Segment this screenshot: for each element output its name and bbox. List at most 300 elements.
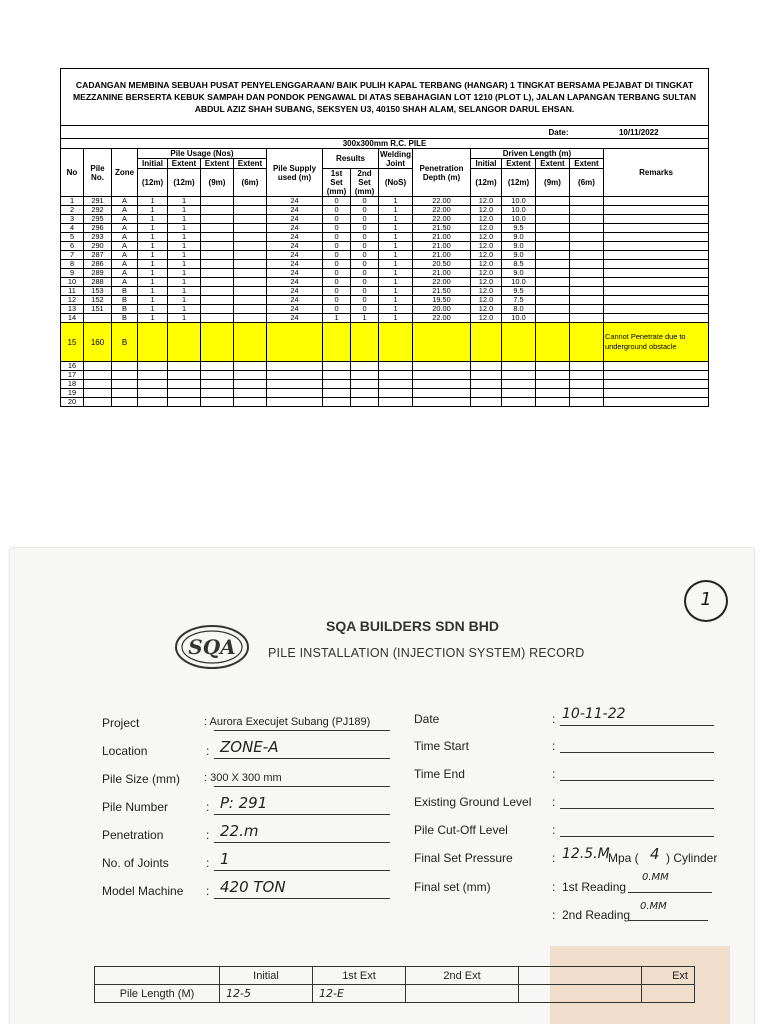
cell-zone	[112, 380, 138, 389]
cell-s1: 0	[323, 233, 351, 242]
cell-d-e6	[570, 296, 604, 305]
cell-s1	[323, 398, 351, 407]
cell-d-e9	[536, 251, 570, 260]
sqa-logo-icon	[174, 624, 250, 670]
table-row	[61, 389, 709, 398]
table-row	[61, 260, 709, 269]
length-header-ext: Ext	[642, 967, 695, 985]
cell-weld: 1	[379, 260, 413, 269]
cell-pen: 21.00	[413, 251, 471, 260]
cell-e9	[201, 287, 234, 296]
cell-s1: 0	[323, 296, 351, 305]
header-pile-usage: Pile Usage (Nos)	[138, 149, 267, 159]
cell-d-e9	[536, 362, 570, 371]
field-value[interactable]: ZONE-A	[220, 738, 279, 756]
cell-s2: 0	[351, 206, 379, 215]
final-set-pressure-value[interactable]: 12.5.M	[562, 846, 610, 862]
cell-e12	[168, 380, 201, 389]
cell-no: 12	[61, 296, 84, 305]
cell-zone: A	[112, 242, 138, 251]
field-value[interactable]: P: 291	[220, 794, 268, 812]
cell-remarks	[604, 389, 709, 398]
cell-e6	[234, 323, 267, 362]
cell-no: 18	[61, 380, 84, 389]
cell-pile: 151	[84, 305, 112, 314]
cell-i12: 1	[138, 251, 168, 260]
cell-e12: 1	[168, 305, 201, 314]
cell-d-e9	[536, 242, 570, 251]
cell-e12: 1	[168, 287, 201, 296]
cell-no: 15	[61, 323, 84, 362]
header-pile-no: Pile No.	[84, 149, 112, 197]
cell-d-i12: 12.0	[471, 269, 502, 278]
cell-weld: 1	[379, 314, 413, 323]
cell-i12: 1	[138, 215, 168, 224]
cell-no: 8	[61, 260, 84, 269]
cell-remarks	[604, 380, 709, 389]
company-name: SQA BUILDERS SDN BHD	[326, 618, 499, 634]
cell-supply: 24	[267, 215, 323, 224]
cell-s1	[323, 380, 351, 389]
cell-e6	[234, 233, 267, 242]
cell-d-e6	[570, 233, 604, 242]
cell-d-i12: 12.0	[471, 233, 502, 242]
cell-d-i12: 12.0	[471, 314, 502, 323]
cell-e6	[234, 389, 267, 398]
cell-s2: 0	[351, 233, 379, 242]
table-row	[61, 233, 709, 242]
cell-d-i12: 12.0	[471, 305, 502, 314]
table-row	[61, 242, 709, 251]
cell-d-e12	[502, 380, 536, 389]
cell-e12: 1	[168, 242, 201, 251]
cell-remarks	[604, 269, 709, 278]
cell-s2: 0	[351, 269, 379, 278]
cell-remarks	[604, 224, 709, 233]
cell-e9	[201, 215, 234, 224]
cell-d-e12: 9.0	[502, 269, 536, 278]
header-usage-extent-3: Extent	[234, 159, 267, 169]
field-label: Pile Cut-Off Level	[414, 823, 508, 837]
header-no: No	[61, 149, 84, 197]
cell-e9	[201, 314, 234, 323]
cell-e6	[234, 260, 267, 269]
cell-d-e6	[570, 362, 604, 371]
unit-welding-nos: (NoS)	[379, 169, 413, 197]
unit-driven-extent-12: (12m)	[502, 169, 536, 197]
cell-d-e9	[536, 380, 570, 389]
length-initial-value[interactable]: 12-5	[220, 985, 313, 1003]
cell-supply: 24	[267, 287, 323, 296]
cell-e6	[234, 314, 267, 323]
pile-installation-record-form: 1 SQA SQA BUILDERS SDN BHD PILE INSTALLATION (INJECTION SYSTEM) RECORD Project : Aurora Execujet Subang (PJ189) Location : ZONE-A Pile Size (mm) : 300 X 300 mm Pile Number : P: 291 Penetration : 22.m No. of Joints : 1 Model Machine : 420 TON Date : 10-11-22 Time Start : Time End : Existing Ground Level : Pile Cut-Off Level : Final Set Pressure : 12.5.M Mpa ( 4 ) Cylinder Final set (mm) : 1st Reading 0.MM : 2nd Reading 0.MM Initial 1st Ext 2nd Ext Ext Pile Length (M) 12-5 12-E	[10, 548, 754, 1024]
cell-d-e6	[570, 251, 604, 260]
cell-s1	[323, 323, 351, 362]
length-2nd-ext-value[interactable]	[406, 985, 519, 1003]
cell-d-e9	[536, 269, 570, 278]
cell-no: 1	[61, 197, 84, 206]
cell-pen	[413, 380, 471, 389]
cell-d-i12	[471, 389, 502, 398]
cell-d-e6	[570, 323, 604, 362]
field-value[interactable]: : 300 X 300 mm	[204, 772, 282, 784]
table-row	[61, 269, 709, 278]
cell-zone	[112, 362, 138, 371]
cell-weld	[379, 362, 413, 371]
cell-pile	[84, 362, 112, 371]
cell-d-e12: 9.5	[502, 224, 536, 233]
cell-pile: 287	[84, 251, 112, 260]
cell-i12: 1	[138, 296, 168, 305]
cell-s2: 0	[351, 260, 379, 269]
cell-e9	[201, 251, 234, 260]
header-welding: Welding Joint	[380, 149, 411, 168]
cell-s1: 0	[323, 278, 351, 287]
cell-d-i12: 12.0	[471, 197, 502, 206]
field-label: Location	[102, 744, 148, 758]
cell-d-e6	[570, 371, 604, 380]
cell-zone: B	[112, 287, 138, 296]
cell-pile: 292	[84, 206, 112, 215]
cell-i12: 1	[138, 278, 168, 287]
cell-pile: 289	[84, 269, 112, 278]
reading-2-value[interactable]: 0.MM	[640, 901, 667, 912]
cell-i12: 1	[138, 269, 168, 278]
cell-zone: A	[112, 215, 138, 224]
cell-s2	[351, 371, 379, 380]
cell-d-e9	[536, 233, 570, 242]
cell-i12: 1	[138, 314, 168, 323]
cell-pen	[413, 371, 471, 380]
length-header-2nd-ext: 2nd Ext	[406, 967, 519, 985]
cell-zone: A	[112, 251, 138, 260]
cell-d-e6	[570, 197, 604, 206]
table-row	[61, 251, 709, 260]
cell-supply: 24	[267, 296, 323, 305]
header-zone: Zone	[112, 149, 138, 197]
field-label: Penetration	[102, 828, 164, 842]
cell-e12: 1	[168, 278, 201, 287]
cell-pile: 296	[84, 224, 112, 233]
cell-e9	[201, 362, 234, 371]
cell-supply: 24	[267, 305, 323, 314]
cell-d-e9	[536, 314, 570, 323]
cell-no: 14	[61, 314, 84, 323]
cell-zone: A	[112, 260, 138, 269]
cell-d-e9	[536, 278, 570, 287]
final-set-label: Final set (mm)	[414, 880, 491, 894]
cell-d-e12: 8.5	[502, 260, 536, 269]
length-1st-ext-value[interactable]: 12-E	[313, 985, 406, 1003]
cell-remarks	[604, 314, 709, 323]
table-row	[61, 278, 709, 287]
cell-s2: 0	[351, 305, 379, 314]
cell-pile: 290	[84, 242, 112, 251]
cell-s2	[351, 398, 379, 407]
field-label: Time Start	[414, 739, 469, 753]
length-4th-ext-value[interactable]	[642, 985, 695, 1003]
cell-zone: A	[112, 224, 138, 233]
cell-no: 7	[61, 251, 84, 260]
cell-d-e6	[570, 242, 604, 251]
header-usage-initial: Initial	[138, 159, 168, 169]
cell-d-e6	[570, 224, 604, 233]
cell-e6	[234, 296, 267, 305]
cell-e12: 1	[168, 233, 201, 242]
cell-no: 5	[61, 233, 84, 242]
field-label: Date	[414, 712, 440, 726]
cell-d-e12	[502, 398, 536, 407]
cell-zone: A	[112, 278, 138, 287]
field-value[interactable]: 22.m	[220, 822, 259, 840]
field-value[interactable]: 10-11-22	[562, 706, 626, 722]
unit-driven-extent-9: (9m)	[536, 169, 570, 197]
cell-pen	[413, 398, 471, 407]
cell-remarks: Cannot Penetrate due to underground obstacle	[604, 323, 709, 362]
unit-driven-extent-6: (6m)	[570, 169, 604, 197]
header-usage-extent-2: Extent	[201, 159, 234, 169]
cell-s1: 0	[323, 224, 351, 233]
cell-remarks	[604, 242, 709, 251]
cell-s1: 0	[323, 287, 351, 296]
cell-supply: 24	[267, 197, 323, 206]
length-3rd-ext-value[interactable]	[519, 985, 642, 1003]
cell-e9	[201, 323, 234, 362]
field-value[interactable]: : Aurora Execujet Subang (PJ189)	[204, 716, 371, 728]
cell-d-i12	[471, 323, 502, 362]
cell-e12	[168, 389, 201, 398]
cell-e9	[201, 224, 234, 233]
cell-pile: 293	[84, 233, 112, 242]
cell-remarks	[604, 296, 709, 305]
length-header-initial: Initial	[220, 967, 313, 985]
cell-d-i12: 12.0	[471, 251, 502, 260]
table-row	[61, 323, 709, 362]
cell-d-i12: 12.0	[471, 215, 502, 224]
header-pile-supply: Pile Supply used (m)	[267, 149, 323, 197]
length-header-1st-ext: 1st Ext	[313, 967, 406, 985]
unit-usage-initial: (12m)	[138, 169, 168, 197]
cell-e9	[201, 206, 234, 215]
field-label: Project	[102, 716, 140, 730]
cell-weld	[379, 323, 413, 362]
cell-weld: 1	[379, 215, 413, 224]
cell-d-i12	[471, 380, 502, 389]
cell-i12	[138, 380, 168, 389]
cell-weld	[379, 371, 413, 380]
length-header-3rd	[519, 967, 642, 985]
cell-d-e12	[502, 371, 536, 380]
table-row	[61, 380, 709, 389]
cylinder-count[interactable]: 4	[650, 845, 660, 863]
header-1st-set: 1st Set (mm)	[323, 169, 351, 197]
cell-e6	[234, 206, 267, 215]
cell-e6	[234, 278, 267, 287]
cell-remarks	[604, 371, 709, 380]
cell-s1: 0	[323, 206, 351, 215]
header-driven-extent-3: Extent	[570, 159, 604, 169]
header-results: Results	[323, 149, 379, 169]
cell-zone: A	[112, 269, 138, 278]
cell-i12: 1	[138, 206, 168, 215]
cell-supply: 24	[267, 251, 323, 260]
table-row	[61, 398, 709, 407]
table-row	[61, 305, 709, 314]
cell-e9	[201, 197, 234, 206]
cell-s2: 0	[351, 296, 379, 305]
unit-usage-extent-9: (9m)	[201, 169, 234, 197]
cell-s1: 1	[323, 314, 351, 323]
cell-pen: 19.50	[413, 296, 471, 305]
cell-s2	[351, 389, 379, 398]
header-penetration: Penetration Depth (m)	[413, 149, 471, 197]
cell-d-e6	[570, 305, 604, 314]
cell-remarks	[604, 206, 709, 215]
unit-driven-initial: (12m)	[471, 169, 502, 197]
cell-e6	[234, 242, 267, 251]
cell-e6	[234, 224, 267, 233]
cell-weld	[379, 398, 413, 407]
cell-i12	[138, 389, 168, 398]
pile-type: 300x300mm R.C. PILE	[61, 139, 709, 149]
cell-d-e9	[536, 323, 570, 362]
date-value: 10/11/2022	[570, 126, 709, 139]
cell-weld: 1	[379, 287, 413, 296]
cell-d-e9	[536, 224, 570, 233]
cell-s1: 0	[323, 197, 351, 206]
cell-e12	[168, 362, 201, 371]
table-row	[61, 314, 709, 323]
cell-pile: 153	[84, 287, 112, 296]
cell-s1	[323, 371, 351, 380]
cell-e12: 1	[168, 269, 201, 278]
cell-e9	[201, 233, 234, 242]
unit-usage-extent-12: (12m)	[168, 169, 201, 197]
cell-no: 13	[61, 305, 84, 314]
cell-i12: 1	[138, 242, 168, 251]
table-row	[61, 362, 709, 371]
cell-supply: 24	[267, 260, 323, 269]
cell-i12: 1	[138, 287, 168, 296]
cell-weld: 1	[379, 233, 413, 242]
table-row	[61, 215, 709, 224]
cell-d-e12: 10.0	[502, 206, 536, 215]
cell-s2: 0	[351, 251, 379, 260]
reading-1-value[interactable]: 0.MM	[642, 872, 669, 883]
cell-pen	[413, 389, 471, 398]
cell-pen: 22.00	[413, 314, 471, 323]
cell-e9	[201, 380, 234, 389]
header-driven-initial: Initial	[471, 159, 502, 169]
cell-e6	[234, 380, 267, 389]
cell-weld: 1	[379, 224, 413, 233]
cell-d-e9	[536, 287, 570, 296]
cell-pile: 286	[84, 260, 112, 269]
field-value[interactable]: 1	[220, 850, 230, 868]
cell-d-e6	[570, 206, 604, 215]
cell-e12: 1	[168, 197, 201, 206]
cell-d-e12	[502, 323, 536, 362]
cell-d-e12	[502, 362, 536, 371]
cell-d-e9	[536, 305, 570, 314]
cell-no: 9	[61, 269, 84, 278]
cell-pen: 20.50	[413, 260, 471, 269]
logo-text: SQA	[188, 635, 236, 659]
date-label: Date:	[61, 126, 570, 139]
cell-supply	[267, 362, 323, 371]
cell-pile	[84, 371, 112, 380]
cell-supply: 24	[267, 224, 323, 233]
cell-i12: 1	[138, 197, 168, 206]
cell-d-e12: 9.0	[502, 233, 536, 242]
field-value[interactable]: 420 TON	[220, 878, 286, 896]
table-row	[61, 287, 709, 296]
cell-remarks	[604, 398, 709, 407]
pressure-unit: Mpa (	[608, 851, 639, 865]
reading-1-label: 1st Reading	[562, 880, 627, 894]
cell-weld: 1	[379, 305, 413, 314]
cell-zone	[112, 371, 138, 380]
final-set-pressure-label: Final Set Pressure	[414, 851, 513, 865]
cell-zone: B	[112, 305, 138, 314]
cell-d-e6	[570, 389, 604, 398]
cell-zone	[112, 398, 138, 407]
cell-zone: A	[112, 197, 138, 206]
cell-d-e9	[536, 296, 570, 305]
cell-remarks	[604, 278, 709, 287]
field-label: Pile Number	[102, 800, 169, 814]
cell-zone: B	[112, 323, 138, 362]
cell-pile: 152	[84, 296, 112, 305]
cell-e6	[234, 305, 267, 314]
cell-s2: 0	[351, 287, 379, 296]
cell-e6	[234, 251, 267, 260]
cell-pile	[84, 398, 112, 407]
cell-pile: 160	[84, 323, 112, 362]
cell-e6	[234, 197, 267, 206]
cell-e12: 1	[168, 296, 201, 305]
cell-d-e6	[570, 314, 604, 323]
pile-summary-sheet	[60, 68, 708, 407]
table-row	[61, 224, 709, 233]
cell-s2: 0	[351, 242, 379, 251]
cell-pile: 288	[84, 278, 112, 287]
cell-pen: 21.50	[413, 287, 471, 296]
cell-no: 20	[61, 398, 84, 407]
cell-i12	[138, 323, 168, 362]
cell-s1: 0	[323, 269, 351, 278]
cell-weld: 1	[379, 206, 413, 215]
cell-pile	[84, 314, 112, 323]
cell-d-e12: 10.0	[502, 197, 536, 206]
cell-e9	[201, 389, 234, 398]
field-label: No. of Joints	[102, 856, 169, 870]
cell-d-i12: 12.0	[471, 224, 502, 233]
cell-e12	[168, 398, 201, 407]
cell-s1	[323, 389, 351, 398]
header-usage-extent-1: Extent	[168, 159, 201, 169]
cell-e12	[168, 323, 201, 362]
cell-i12	[138, 398, 168, 407]
header-remarks: Remarks	[604, 149, 709, 197]
header-2nd-set: 2nd Set (mm)	[351, 169, 379, 197]
cell-pen: 22.00	[413, 278, 471, 287]
cell-weld: 1	[379, 242, 413, 251]
cell-pen: 21.00	[413, 269, 471, 278]
cell-e6	[234, 287, 267, 296]
reading-2-label: 2nd Reading	[562, 908, 631, 922]
header-driven-extent-1: Extent	[502, 159, 536, 169]
